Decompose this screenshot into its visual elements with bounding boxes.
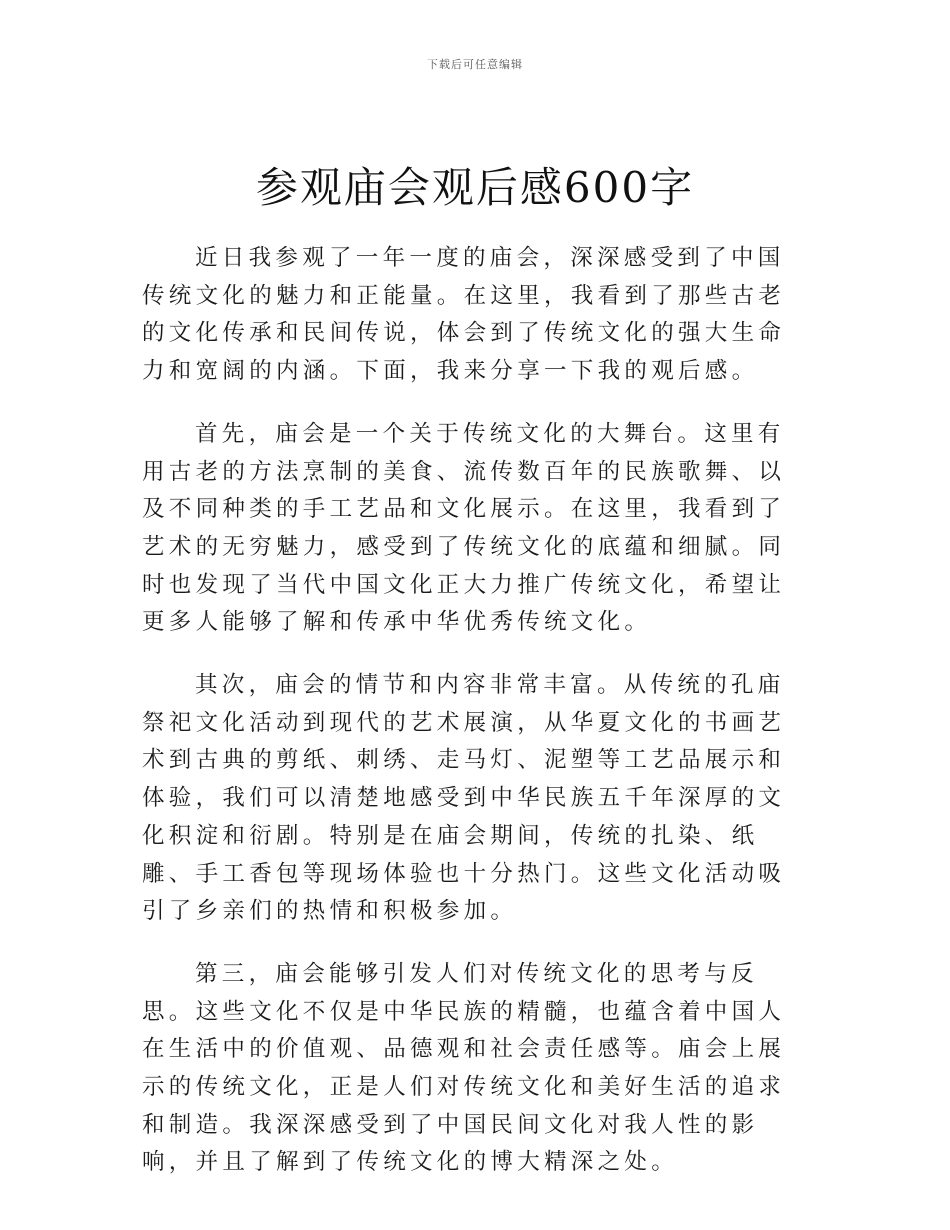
paragraph-1: 近日我参观了一年一度的庙会，深深感受到了中国传统文化的魅力和正能量。在这里，我看到了那些古老的文化传承和民间传说，体会到了传统文化的强大生命力和宽阔的内涵。下面，我来分享一下我的观后感。	[142, 245, 786, 385]
header-note: 下载后可任意编辑	[427, 58, 523, 71]
paragraph-2: 首先，庙会是一个关于传统文化的大舞台。这里有用古老的方法烹制的美食、流传数百年的民族歌舞、以及不同种类的手工艺品和文化展示。在这里，我看到了艺术的无穷魅力，感受到了传统文化的底蕴和细腻。同时也发现了当代中国文化正大力推广传统文化，希望让更多人能够了解和传承中华优秀传统文化。	[142, 420, 786, 636]
document-title: 参观庙会观后感600字	[255, 163, 695, 212]
paragraph-3: 其次，庙会的情节和内容非常丰富。从传统的孔庙祭祀文化活动到现代的艺术展演，从华夏文化的书画艺术到古典的剪纸、刺绣、走马灯、泥塑等工艺品展示和体验，我们可以清楚地感受到中华民族五千年深厚的文化积淀和衍剧。特别是在庙会期间，传统的扎染、纸雕、手工香包等现场体验也十分热门。这些文化活动吸引了乡亲们的热情和积极参加。	[142, 672, 786, 925]
document-body	[142, 240, 810, 1207]
paragraph-4: 第三，庙会能够引发人们对传统文化的思考与反思。这些文化不仅是中华民族的精髓，也蕴含着中国人在生活中的价值观、品德观和社会责任感等。庙会上展示的传统文化，正是人们对传统文化和美好生活的追求和制造。我深深感受到了中国民间文化对我人性的影响，并且了解到了传统文化的博大精深之处。	[142, 960, 786, 1176]
